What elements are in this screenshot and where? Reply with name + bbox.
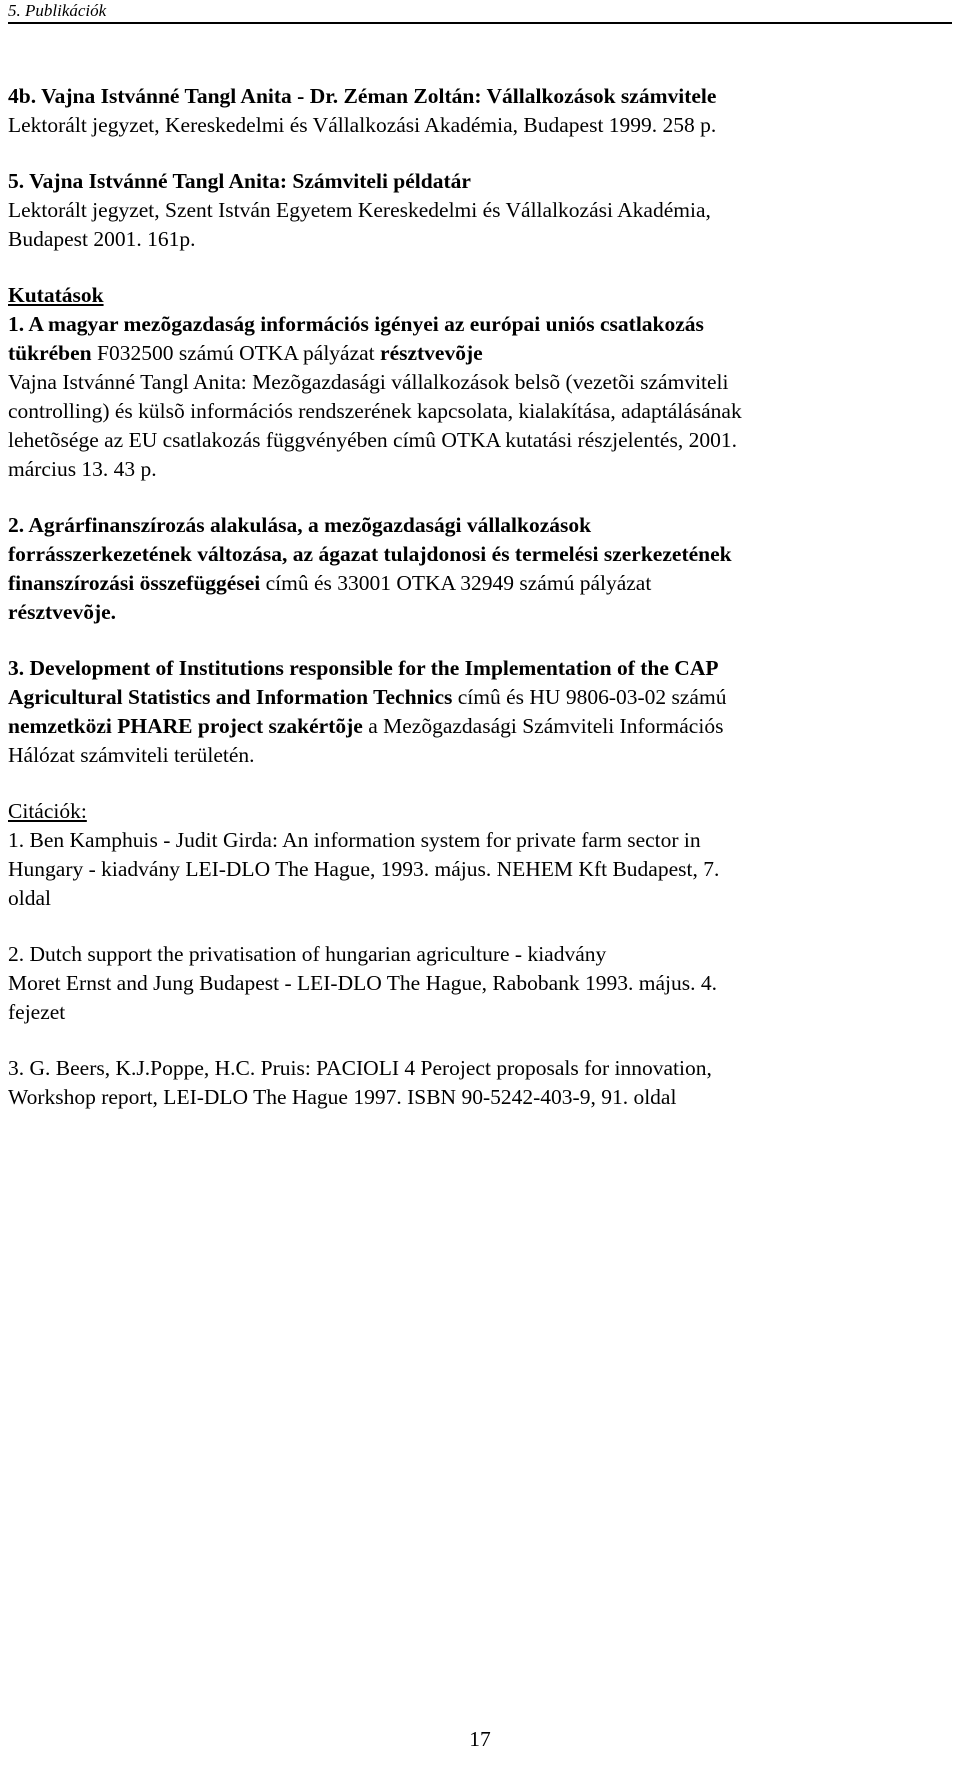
citation-3 xyxy=(8,1054,948,1112)
research-1-text-3: lehetõsége az EU csatlakozás függvényében címû OTKA kutatási részjelentés, 2001. xyxy=(8,428,737,452)
citation-1-line-2: Hungary - kiadvány LEI-DLO The Hague, 1993. május. NEHEM Kft Budapest, 7. xyxy=(8,857,720,881)
citations-heading: Citációk: xyxy=(8,799,87,823)
research-2-bold-1: 2. Agrárfinanszírozás alakulása, a mezõgazdasági vállalkozások xyxy=(8,513,592,537)
publication-5-title: 5. Vajna Istvánné Tangl Anita: Számviteli példatár xyxy=(8,169,471,193)
publication-4b-detail: Lektorált jegyzet, Kereskedelmi és Vállalkozási Akadémia, Budapest 1999. 258 p. xyxy=(8,113,717,137)
research-3 xyxy=(8,654,948,770)
research-2-mid: címû és 33001 OTKA 32949 számú pályázat xyxy=(260,571,652,595)
research-1-mid: F032500 számú OTKA pályázat xyxy=(91,341,381,365)
research-section xyxy=(8,281,948,484)
citation-2-line-2: Moret Ernst and Jung Budapest - LEI-DLO The Hague, Rabobank 1993. május. 4. xyxy=(8,971,717,995)
research-2-role: résztvevõje. xyxy=(8,600,117,624)
research-heading: Kutatások xyxy=(8,283,104,307)
research-3-text-4: Hálózat számviteli területén. xyxy=(8,743,255,767)
research-1-title-2: tükrében xyxy=(8,341,92,365)
research-3-mid: címû és HU 9806-03-02 számú xyxy=(452,685,727,709)
research-2 xyxy=(8,511,948,627)
publication-5 xyxy=(8,167,948,254)
citations-section xyxy=(8,797,948,913)
publication-4b xyxy=(8,82,948,140)
citation-2 xyxy=(8,940,948,1027)
citation-1-line-1: 1. Ben Kamphuis - Judit Girda: An information system for private farm sector in xyxy=(8,828,701,852)
citation-1-line-3: oldal xyxy=(8,886,51,910)
research-1-text-4: március 13. 43 p. xyxy=(8,457,157,481)
page-number: 17 xyxy=(469,1727,491,1751)
research-1-title: 1. A magyar mezõgazdaság információs igényei az európai uniós csatlakozás xyxy=(8,312,704,336)
running-header xyxy=(8,0,952,24)
research-3-bold-1: 3. Development of Institutions responsible for the Implementation of the CAP xyxy=(8,656,719,680)
research-1-role: résztvevõje xyxy=(380,341,483,365)
research-3-rest: a Mezõgazdasági Számviteli Információs xyxy=(362,714,724,738)
citation-2-line-1: 2. Dutch support the privatisation of hungarian agriculture - kiadvány xyxy=(8,942,607,966)
publication-5-detail-2: Budapest 2001. 161p. xyxy=(8,227,196,251)
research-2-bold-3: finanszírozási összefüggései xyxy=(8,571,261,595)
research-1-text-2: controlling) és külsõ információs rendszerének kapcsolata, kialakítása, adaptálásának xyxy=(8,399,742,423)
research-1-text-1: Vajna Istvánné Tangl Anita: Mezõgazdasági vállalkozások belsõ (vezetõi számviteli xyxy=(8,370,729,394)
citation-2-line-3: fejezet xyxy=(8,1000,66,1024)
research-3-bold-3: nemzetközi PHARE project szakértõje xyxy=(8,714,363,738)
citation-3-line-2: Workshop report, LEI-DLO The Hague 1997. ISBN 90-5242-403-9, 91. oldal xyxy=(8,1085,677,1109)
research-3-bold-2: Agricultural Statistics and Information Technics xyxy=(8,685,453,709)
research-2-bold-2: forrásszerkezetének változása, az ágazat tulajdonosi és termelési szerkezetének xyxy=(8,542,732,566)
page-body xyxy=(8,82,948,1112)
publication-5-detail-1: Lektorált jegyzet, Szent István Egyetem Kereskedelmi és Vállalkozási Akadémia, xyxy=(8,198,711,222)
section-title: 5. Publikációk xyxy=(8,1,107,20)
citation-3-line-1: 3. G. Beers, K.J.Poppe, H.C. Pruis: PACIOLI 4 Peroject proposals for innovation, xyxy=(8,1056,712,1080)
publication-4b-title: 4b. Vajna Istvánné Tangl Anita - Dr. Zéman Zoltán: Vállalkozások számvitele xyxy=(8,84,717,108)
